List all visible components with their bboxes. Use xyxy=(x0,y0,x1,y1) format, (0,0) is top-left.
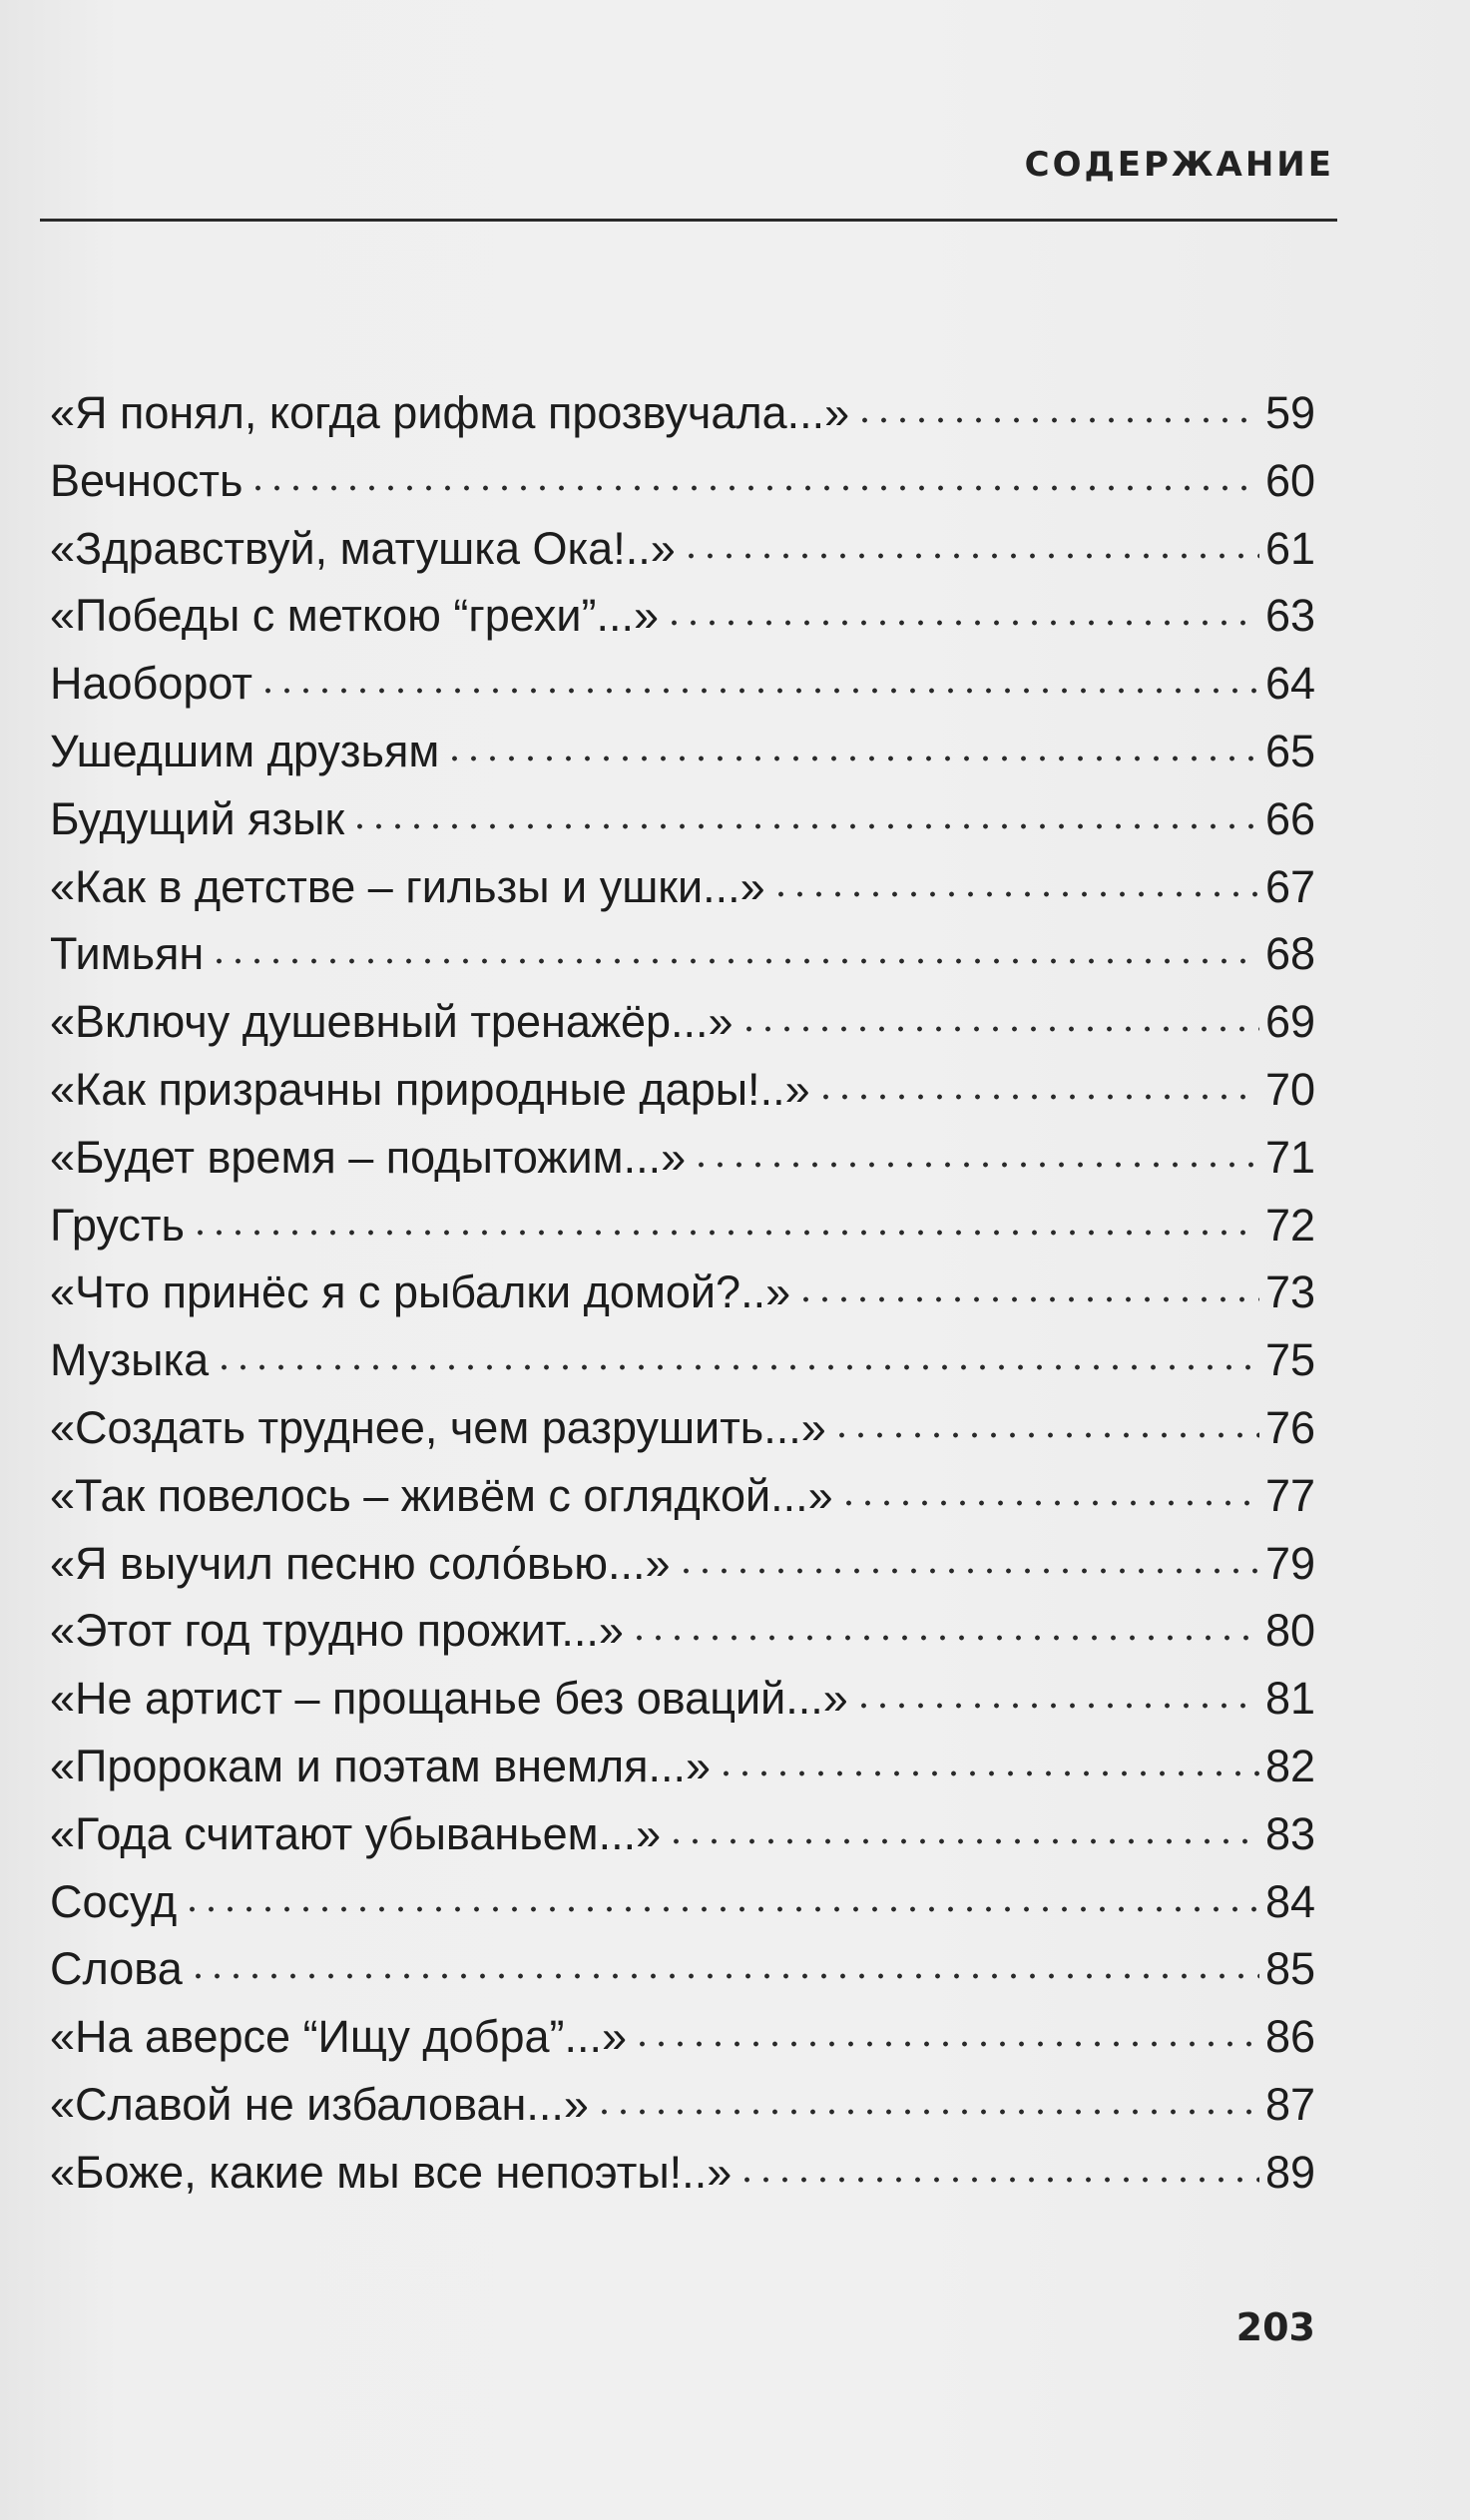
header-rule xyxy=(40,219,1337,222)
toc-entry-title: Сосуд xyxy=(50,1875,178,1927)
toc-entry xyxy=(50,2011,1315,2079)
toc-entry-title: «Славой не избалован...» xyxy=(50,2078,589,2130)
dot-leader xyxy=(682,552,1259,560)
dot-leader xyxy=(665,619,1259,627)
toc-entry-page: 81 xyxy=(1264,1673,1315,1725)
toc-entry xyxy=(50,1605,1315,1673)
toc-entry-title: Музыка xyxy=(50,1334,210,1386)
toc-entry-title: «Я понял, когда рифма прозвучала...» xyxy=(50,387,850,438)
toc-entry xyxy=(50,1064,1315,1132)
toc-entry-title: «Этот год трудно прожит...» xyxy=(50,1605,624,1657)
dot-leader xyxy=(248,484,1259,492)
toc-entry-title: «Создать труднее, чем разрушить...» xyxy=(50,1401,826,1453)
dot-leader xyxy=(445,755,1259,762)
toc-entry-page: 67 xyxy=(1264,860,1315,912)
toc-entry-title: «Как призрачны природные дары!..» xyxy=(50,1063,810,1115)
toc-entry xyxy=(50,2079,1315,2147)
toc-entry-title: «Включу душевный тренажёр...» xyxy=(50,996,734,1048)
toc-entry-page: 86 xyxy=(1264,2011,1315,2063)
page-number: 203 xyxy=(1235,2305,1315,2349)
toc-entry-page: 75 xyxy=(1264,1334,1315,1386)
dot-leader xyxy=(796,1295,1259,1303)
toc-entry-title: «Так повелось – живём с оглядкой...» xyxy=(50,1469,833,1521)
toc-entry xyxy=(50,1200,1315,1267)
toc-entry-title: «Здравствуй, матушка Ока!..» xyxy=(50,522,676,574)
toc-entry-page: 79 xyxy=(1264,1537,1315,1589)
toc-entry xyxy=(50,1673,1315,1741)
toc-entry-page: 76 xyxy=(1264,1401,1315,1453)
dot-leader xyxy=(633,2040,1259,2048)
toc-entry xyxy=(50,793,1315,861)
toc-entry-page: 68 xyxy=(1264,928,1315,980)
toc-entry-page: 89 xyxy=(1264,2146,1315,2198)
dot-leader xyxy=(771,890,1259,898)
table-of-contents xyxy=(50,387,1315,2215)
toc-entry-title: Наоборот xyxy=(50,658,253,710)
toc-entry-title: Вечность xyxy=(50,454,244,506)
toc-entry-page: 59 xyxy=(1264,387,1315,438)
toc-entry xyxy=(50,1876,1315,1944)
toc-entry xyxy=(50,1132,1315,1200)
toc-entry xyxy=(50,996,1315,1064)
toc-entry-title: «Боже, какие мы все непоэты!..» xyxy=(50,2146,733,2198)
toc-entry xyxy=(50,1470,1315,1538)
toc-entry xyxy=(50,1808,1315,1876)
toc-entry-page: 69 xyxy=(1264,996,1315,1048)
toc-entry-page: 70 xyxy=(1264,1063,1315,1115)
dot-leader xyxy=(210,957,1259,965)
toc-entry-title: «Года считают убываньем...» xyxy=(50,1807,662,1859)
dot-leader xyxy=(350,822,1259,830)
toc-entry-page: 87 xyxy=(1264,2078,1315,2130)
toc-entry-title: Слова xyxy=(50,1943,183,1995)
dot-leader xyxy=(258,687,1259,695)
toc-entry-page: 64 xyxy=(1264,658,1315,710)
dot-leader xyxy=(855,416,1259,424)
dot-leader xyxy=(183,1905,1259,1913)
dot-leader xyxy=(595,2108,1259,2116)
dot-leader xyxy=(667,1837,1259,1845)
toc-entry-page: 61 xyxy=(1264,522,1315,574)
dot-leader xyxy=(854,1702,1259,1710)
toc-entry-title: «Я выучил песню соло́вью...» xyxy=(50,1537,671,1589)
dot-leader xyxy=(832,1431,1259,1439)
toc-entry-page: 80 xyxy=(1264,1605,1315,1657)
toc-entry xyxy=(50,523,1315,591)
dot-leader xyxy=(692,1161,1259,1169)
dot-leader xyxy=(189,1972,1259,1980)
toc-entry-title: «Что принёс я с рыбалки домой?..» xyxy=(50,1266,791,1318)
toc-entry xyxy=(50,590,1315,658)
toc-entry xyxy=(50,2147,1315,2215)
toc-entry-title: Тимьян xyxy=(50,928,205,980)
toc-entry xyxy=(50,1266,1315,1334)
toc-entry-page: 77 xyxy=(1264,1469,1315,1521)
toc-entry xyxy=(50,928,1315,996)
dot-leader xyxy=(737,2176,1259,2184)
toc-entry-title: Будущий язык xyxy=(50,792,345,844)
toc-entry-title: «Пророкам и поэтам внемля...» xyxy=(50,1740,712,1791)
toc-entry-title: «Победы с меткою “грехи”...» xyxy=(50,590,659,642)
dot-leader xyxy=(191,1229,1259,1237)
dot-leader xyxy=(839,1499,1259,1507)
dot-leader xyxy=(677,1567,1259,1575)
toc-entry xyxy=(50,455,1315,523)
toc-entry-title: Ушедшим друзьям xyxy=(50,725,440,776)
toc-entry xyxy=(50,658,1315,726)
toc-entry xyxy=(50,1943,1315,2011)
running-head: СОДЕРЖАНИЕ xyxy=(1024,145,1334,185)
toc-entry-title: «Как в детстве – гильзы и ушки...» xyxy=(50,860,765,912)
dot-leader xyxy=(215,1363,1259,1371)
dot-leader xyxy=(630,1634,1259,1642)
toc-entry-page: 66 xyxy=(1264,792,1315,844)
toc-entry-page: 73 xyxy=(1264,1266,1315,1318)
toc-entry xyxy=(50,1334,1315,1402)
toc-entry-page: 71 xyxy=(1264,1131,1315,1183)
toc-entry-title: «На аверсе “Ищу добра”...» xyxy=(50,2011,628,2063)
toc-entry-page: 60 xyxy=(1264,454,1315,506)
toc-entry-page: 72 xyxy=(1264,1199,1315,1251)
toc-entry-title: «Не артист – прощанье без оваций...» xyxy=(50,1673,848,1725)
toc-entry-page: 65 xyxy=(1264,725,1315,776)
toc-entry xyxy=(50,1538,1315,1606)
dot-leader xyxy=(816,1093,1259,1101)
toc-entry xyxy=(50,726,1315,793)
toc-entry xyxy=(50,387,1315,455)
toc-entry-page: 82 xyxy=(1264,1740,1315,1791)
toc-entry-page: 84 xyxy=(1264,1875,1315,1927)
dot-leader xyxy=(739,1025,1259,1033)
toc-entry xyxy=(50,861,1315,929)
toc-entry-page: 83 xyxy=(1264,1807,1315,1859)
toc-entry-page: 63 xyxy=(1264,590,1315,642)
dot-leader xyxy=(717,1769,1259,1777)
toc-entry xyxy=(50,1402,1315,1470)
toc-entry-title: «Будет время – подытожим...» xyxy=(50,1131,687,1183)
toc-entry-page: 85 xyxy=(1264,1943,1315,1995)
toc-entry-title: Грусть xyxy=(50,1199,185,1251)
toc-entry xyxy=(50,1741,1315,1808)
